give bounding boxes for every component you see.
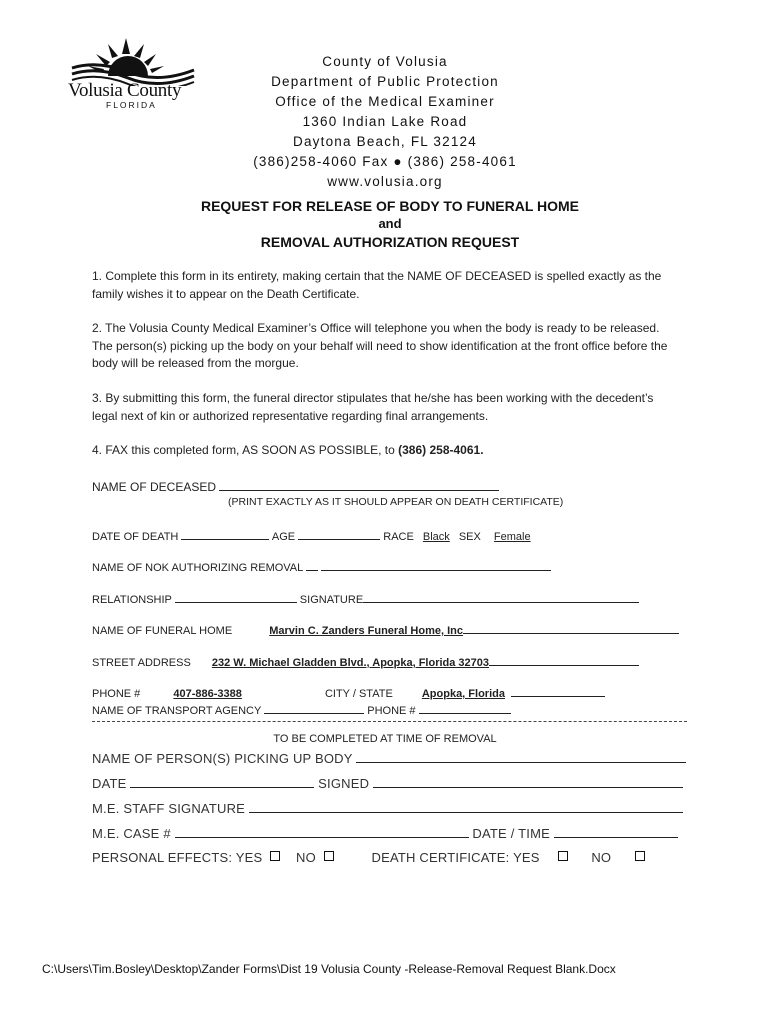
signed-field[interactable] [373,776,683,788]
street-field[interactable]: 232 W. Michael Gladden Blvd., Apopka, Florida 32703 [211,657,490,669]
signature-field[interactable] [363,591,639,603]
instruction-2: 2. The Volusia County Medical Examiner’s Office will telephone you when the body is ready to be released. The person(s) picking up the body on your behalf will need to show identification at the front office before the body will be released from the morgue. [92,321,668,370]
effects-row [92,850,645,865]
removal-heading: TO BE COMPLETED AT TIME OF REMOVAL [273,733,497,745]
relationship-field[interactable] [175,591,297,603]
transport-row [92,702,511,717]
funeral-home-label: NAME OF FUNERAL HOME [92,625,233,637]
date-signed-row [92,776,683,791]
header-line-website: www.volusia.org [327,174,443,189]
phone-city-row [92,685,605,700]
transport-phone-field[interactable] [419,702,511,714]
footer-file-path: C:\Users\Tim.Bosley\Desktop\Zander Forms\Dist 19 Volusia County -Release-Removal Request Blank.Docx [42,962,616,976]
nok-spacer [306,559,318,571]
signed-label: SIGNED [318,776,370,791]
instruction-3: 3. By submitting this form, the funeral director stipulates that he/she has been working with the decedent’s legal next of kin or authorized representative regarding final arrangements. [92,391,654,423]
form-title-line-1: REQUEST FOR RELEASE OF BODY TO FUNERAL HOME [200,198,580,214]
city-label: CITY / STATE [324,688,393,700]
datetime-label: DATE / TIME [472,826,550,841]
death-cert-label: DEATH CERTIFICATE: [371,850,510,865]
staff-label: M.E. STAFF SIGNATURE [92,801,246,816]
header-line-department: Department of Public Protection [271,74,499,89]
name-deceased-note: (PRINT EXACTLY AS IT SHOULD APPEAR ON DEATH CERTIFICATE) [228,496,564,508]
case-label: M.E. CASE # [92,826,171,841]
persons-row [92,751,686,766]
effects-no-checkbox[interactable] [324,851,334,861]
logo-state: FLORIDA [106,100,157,110]
effects-label: PERSONAL EFFECTS: [92,850,233,865]
removal-date-field[interactable] [130,776,314,788]
fax-number: (386) 258-4061. [398,443,484,457]
effects-yes-checkbox[interactable] [270,851,280,861]
instruction-1: 1. Complete this form in its entirety, making certain that the NAME OF DECEASED is spelled exactly as the family wishes it to appear on the Death Certificate. [92,269,662,301]
age-label: AGE [271,531,296,543]
effects-no-label: NO [296,850,316,865]
race-field[interactable]: Black [422,531,450,543]
header-line-street: 1360 Indian Lake Road [302,114,468,129]
staff-field[interactable] [249,801,683,813]
phone-label: PHONE # [92,688,141,700]
date-death-label: DATE OF DEATH [92,531,179,543]
persons-field[interactable] [356,751,686,763]
header-line-city: Daytona Beach, FL 32124 [293,134,477,149]
funeral-home-row [92,622,679,637]
section-divider [92,721,687,722]
signature-label: SIGNATURE [299,594,364,606]
funeral-home-field[interactable]: Marvin C. Zanders Funeral Home, Inc [269,625,464,637]
removal-date-label: DATE [92,776,127,791]
form-title-line-2: and [378,216,402,231]
funeral-home-field-rest [463,622,679,634]
nok-field[interactable] [321,559,551,571]
persons-label: NAME OF PERSON(S) PICKING UP BODY [92,751,353,766]
death-cert-no-checkbox[interactable] [635,851,645,861]
date-death-row [92,528,539,543]
race-label: RACE [383,531,414,543]
logo-county-name: Volusia County [68,80,182,101]
name-deceased-field[interactable] [219,479,499,491]
case-field[interactable] [175,826,469,838]
instruction-4-text: 4. FAX this completed form, AS SOON AS POSSIBLE, to [92,443,399,457]
date-death-field[interactable] [181,528,269,540]
death-cert-yes-checkbox[interactable] [558,851,568,861]
effects-yes-label: YES [235,850,263,865]
street-row [92,654,639,669]
name-deceased-row [92,479,499,494]
name-deceased-label: NAME OF DECEASED [92,480,217,494]
nok-label: NAME OF NOK AUTHORIZING REMOVAL [92,562,303,574]
sex-field[interactable]: Female [493,531,531,543]
transport-phone-label: PHONE # [367,705,416,717]
death-cert-no-label: NO [591,850,612,865]
phone-field[interactable]: 407-886-3388 [173,688,242,700]
form-title-line-3: REMOVAL AUTHORIZATION REQUEST [260,234,520,250]
transport-field[interactable] [264,702,364,714]
datetime-field[interactable] [554,826,678,838]
relationship-row [92,591,639,606]
street-field-rest [489,654,639,666]
sex-label: SEX [458,531,481,543]
case-row [92,826,678,841]
transport-label: NAME OF TRANSPORT AGENCY [92,705,262,717]
nok-row [92,559,551,574]
city-field[interactable]: Apopka, Florida [421,688,505,700]
header-line-county: County of Volusia [322,54,448,69]
header-line-office: Office of the Medical Examiner [275,94,495,109]
city-field-rest [511,685,605,697]
street-label: STREET ADDRESS [92,657,191,669]
instruction-4 [92,442,682,460]
header-line-phone-fax: (386)258-4060 Fax ● (386) 258-4061 [253,154,517,169]
relationship-label: RELATIONSHIP [92,594,172,606]
death-cert-yes-label: YES [513,850,540,865]
staff-row [92,801,683,816]
age-field[interactable] [298,528,380,540]
